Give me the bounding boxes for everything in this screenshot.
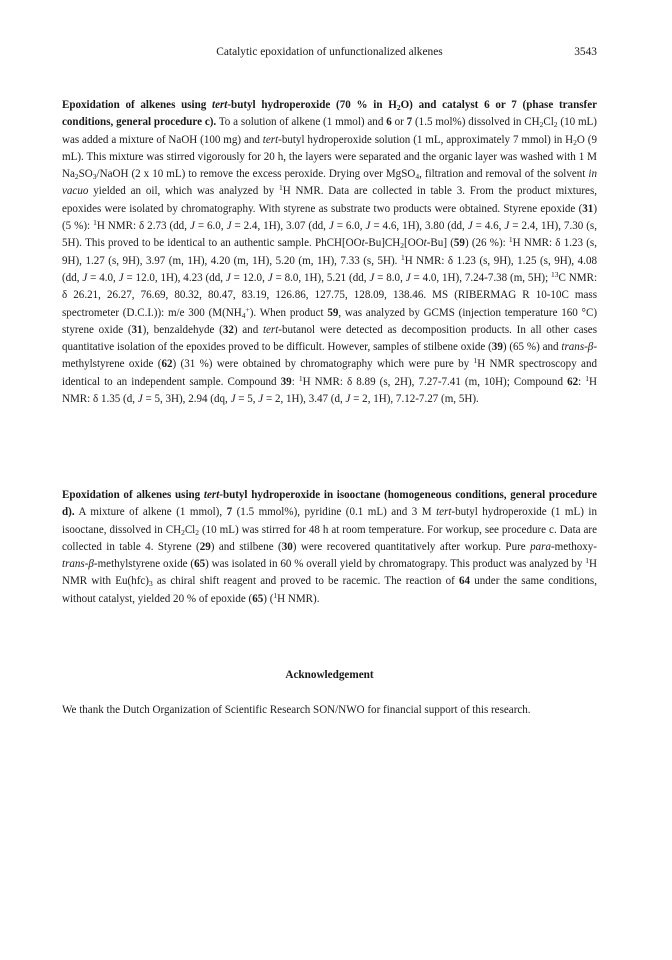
procedure-c-heading: Epoxidation of alkenes using tert-butyl hydroperoxide (70 % in $H_2O$) and catalyst 6 or 7 (phase transfer conditions, general procedure c).	[62, 99, 598, 129]
acknowledgement-heading: Acknowledgement	[285, 669, 374, 681]
procedure-d-paragraph: Epoxidation of alkenes using tert-butyl hydroperoxide in isooctane (homogeneous conditions, general procedure d). A mixture of alkene (1 mmol), 7 (1.5 mmol%), pyridine (0.1 mL) and 3 M tert-butyl hydroperoxide (1 mL) in isooctane, dissolved in $CH_2Cl_2$ (10 mL) was stirred for 48 h at room temperature. For workup, see procedure c. Data are collected in table 4. Styrene (29) and stilbene (30) were recovered quantitatively after workup. Pure para-methoxy-trans-β-methylstyrene oxide (65) was isolated in 60 % overall yield by chromatograpy. This product was analyzed by $^1$H NMR with $Eu(hfc)_3$ as chiral shift reagent and proved to be racemic. The reaction of 64 under the same conditions, without catalyst, yielded 20 % of epoxide (65) ($^1$H NMR).	[62, 489, 597, 605]
page-number: 3543	[574, 46, 597, 58]
procedure-d-heading: Epoxidation of alkenes using tert-butyl hydroperoxide in isooctane (homogeneous conditions, general procedure d).	[62, 489, 597, 519]
procedure-c-paragraph: Epoxidation of alkenes using tert-butyl hydroperoxide (70 % in $H_2O$) and catalyst 6 or 7 (phase transfer conditions, general procedure c). To a solution of alkene (1 mmol) and 6 or 7 (1.5 mol%) dissolved in $CH_2Cl_2$ (10 mL) was added a mixture of NaOH (100 mg) and tert-butyl hydroperoxide solution (1 mL, approximately 7 mmol) in $H_2O$ (9 mL). This mixture was stirred vigorously for 20 h, the layers were separated and the organic layer was washed with 1 M $Na_2SO_3$/NaOH (2 x 10 mL) to remove the excess peroxide. Drying over MgSO$_4$, filtration and removal of the solvent in vacuo yielded an oil, which was analyzed by $^1$H NMR. Data are collected in table 3. From the product mixtures, epoxides were isolated by chromatography. With styrene as substrate two products were obtained. Styrene epoxide (31) (5 %): $^1$H NMR: δ 2.73 (dd, J = 6.0, J = 2.4, 1H), 3.07 (dd, J = 6.0, J = 4.6, 1H), 3.80 (dd, J = 4.6, J = 2.4, 1H), 7.30 (s, 5H). This proved to be identical to an authentic sample. $PhCH[OOt-Bu]CH_2[OOt-Bu]$ (59) (26 %): $^1$H NMR: δ 1.23 (s, 9H), 1.27 (s, 9H), 3.97 (m, 1H), 4.20 (m, 1H), 5.20 (m, 1H), 7.33 (s, 5H). $^1$H NMR: δ 1.23 (s, 9H), 1.25 (s, 9H), 4.08 (dd, J = 4.0, J = 12.0, 1H), 4.23 (dd, J = 12.0, J = 8.0, 1H), 5.21 (dd, J = 8.0, J = 4.0, 1H), 7.24-7.38 (m, 5H); $^{13}$C NMR: δ 26.21, 26.27, 76.69, 80.32, 80.47, 83.19, 126.86, 127.75, 128.09, 138.46. MS (RIBERMAG R 10-10C mass spectrometer (D.C.I.)): m/e 300 ($M(NH_4^+)$. When product 59, was analyzed by GCMS (injection temperature 160 °C) styrene oxide (31), benzaldehyde (32) and tert-butanol were detected as decomposition products. In all other cases quantitative isolation of the epoxides proved to be difficult. However, samples of stilbene oxide (39) (65 %) and trans-β-methylstyrene oxide (62) (31 %) were obtained by chromatography which were pure by $^1$H NMR spectroscopy and identical to an independent sample. Compound 39: $^1$H NMR: δ 8.89 (s, 2H), 7.27-7.41 (m, 10H); Compound 62: $^1$H NMR: δ 1.35 (d, J = 5, 3H), 2.94 (dq, J = 5, J = 2, 1H), 3.47 (d, J = 2, 1H), 7.12-7.27 (m, 5H).	[62, 99, 598, 406]
running-title: Catalytic epoxidation of unfunctionalized alkenes	[216, 46, 443, 58]
running-head	[62, 46, 597, 62]
acknowledgement-text: We thank the Dutch Organization of Scientific Research SON/NWO for financial support of this research.	[62, 704, 531, 716]
